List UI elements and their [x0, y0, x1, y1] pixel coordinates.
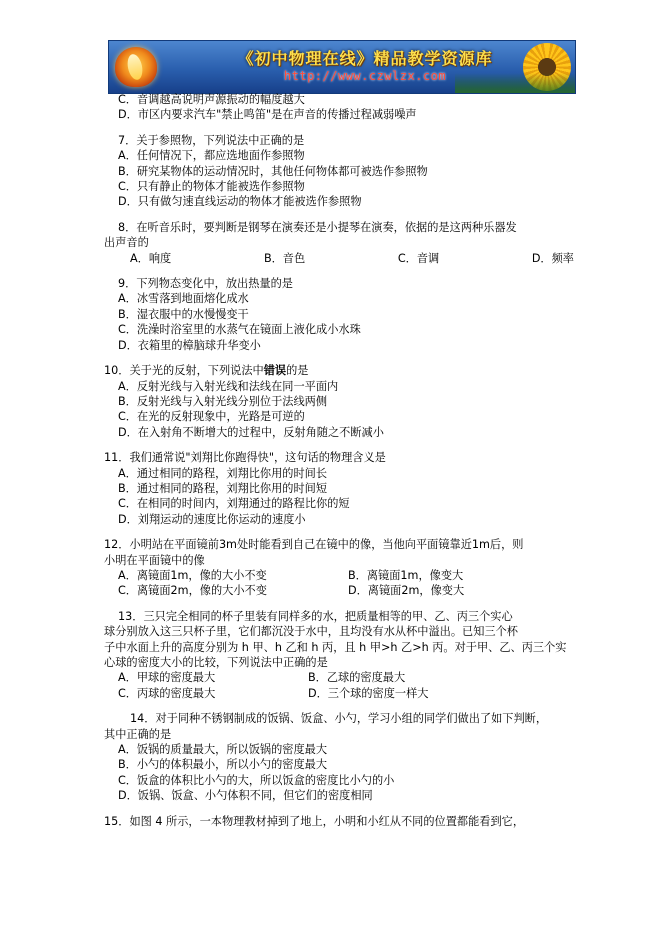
option-line: C．丙球的密度最大 [118, 686, 216, 700]
option-line: D．市区内要求汽车"禁止鸣笛"是在声音的传播过程减弱噪声 [118, 108, 417, 122]
question-stem [104, 814, 574, 829]
question-stem [104, 537, 574, 552]
question-number: 8． [118, 220, 137, 234]
option-line: B．小勺的体积最小，所以小勺的密度最大 [118, 758, 328, 772]
question-15 [104, 814, 574, 829]
question-number: 9． [118, 277, 137, 291]
banner-title: 《初中物理在线》精品教学资源库 [237, 49, 493, 68]
question-11 [104, 450, 574, 527]
option-line: C．饭盒的体积比小勺的大，所以饭盒的密度比小勺的小 [118, 773, 395, 787]
option-line: D．刘翔运动的速度比你运动的速度小 [118, 512, 306, 526]
question-stem-cont: 其中正确的是 [104, 727, 172, 741]
question-number: 7． [118, 133, 137, 147]
question-text: 在听音乐时，要判断是钢琴在演奏还是小提琴在演奏，依据的是这两种乐器发 [136, 220, 517, 234]
question-stem-cont: 出声音的 [104, 236, 149, 250]
question-stem [104, 276, 574, 291]
question-stem [104, 711, 574, 726]
option-line: D．衣箱里的樟脑球升华变小 [118, 338, 261, 352]
question-9 [104, 276, 574, 353]
option-line: B．音色 [263, 251, 306, 265]
option-line: A．甲球的密度最大 [118, 671, 216, 685]
question-emphasis: 错误 [263, 364, 287, 378]
site-banner [108, 40, 576, 94]
option-line: D．只有做匀速直线运动的物体才能被选作参照物 [118, 195, 362, 209]
question-stem-cont: 心球的密度大小的比较，下列说法中正确的是 [104, 656, 328, 669]
question-text: 三只完全相同的杯子里装有同样多的水，把质量相等的甲、乙、丙三个实心 [143, 609, 513, 623]
option-row [104, 251, 574, 266]
question-text: 小明站在平面镜前3m处时能看到自己在镜中的像，当他向平面镜靠近1m后，则 [129, 538, 524, 552]
option-line: A．任何情况下，都应选地面作参照物 [118, 149, 305, 163]
option-line: D．三个球的密度一样大 [308, 686, 429, 700]
question-stem [104, 609, 574, 624]
option-line: A．冰雪落到地面熔化成水 [118, 292, 249, 306]
question-number: 15． [104, 814, 130, 828]
question-stem-cont: 球分别放入这三只杯子里，它们都沉没于水中，且均没有水从杯中溢出。已知三个杯 [104, 625, 518, 639]
option-line: C．在光的反射现象中，光路是可逆的 [118, 410, 305, 424]
question-7 [104, 133, 574, 210]
question-text: 下列物态变化中，放出热量的是 [136, 277, 293, 291]
option-line: B．通过相同的路程，刘翔比你用的时间短 [118, 481, 328, 495]
option-line: D．频率 [531, 251, 574, 265]
option-line: D．在入射角不断增大的过程中，反射角随之不断减小 [118, 425, 384, 439]
option-line: B．反射光线与入射光线分别位于法线两侧 [118, 394, 328, 408]
question-fragment-top [104, 92, 574, 123]
option-line: D．离镜面2m，像变大 [348, 584, 465, 598]
question-stem [104, 450, 574, 465]
question-stem-cont: 子中水面上升的高度分别为 h 甲、h 乙和 h 丙，且 h 甲>h 乙>h 丙。对于甲、乙、丙三个实 [104, 640, 567, 654]
question-text: 我们通常说"刘翔比你跑得快"，这句话的物理含义是 [129, 451, 386, 465]
option-row [104, 670, 574, 685]
question-stem-cont: 小明在平面镜中的像 [104, 553, 205, 567]
question-8 [104, 220, 574, 266]
option-row [104, 568, 574, 583]
option-line: C．在相同的时间内，刘翔通过的路程比你的短 [118, 497, 350, 511]
question-12 [104, 537, 574, 599]
question-number: 13． [118, 609, 144, 623]
option-line: B．湿衣服中的水慢慢变干 [118, 307, 249, 321]
option-line: A．离镜面1m，像的大小不变 [118, 568, 267, 582]
question-text: 关于参照物，下列说法中正确的是 [136, 133, 305, 147]
option-line: C．洗澡时浴室里的水蒸气在镜面上液化成小水珠 [118, 323, 361, 337]
question-text-suffix: 的是 [286, 364, 309, 378]
question-text: 对于同种不锈钢制成的饭锅、饭盒、小勺，学习小组的同学们做出了如下判断， [155, 712, 548, 726]
flame-logo-icon [115, 47, 157, 87]
option-line: B．乙球的密度最大 [308, 671, 406, 685]
question-14 [104, 711, 574, 803]
option-line: C．音调 [397, 251, 440, 265]
option-line: A．通过相同的路程，刘翔比你用的时间长 [118, 466, 328, 480]
option-line: A．饭锅的质量最大，所以饭锅的密度最大 [118, 743, 328, 757]
option-row [104, 583, 574, 598]
question-number: 12． [104, 538, 130, 552]
question-stem [104, 133, 574, 148]
banner-url[interactable]: http://www.czwlzx.com [283, 69, 447, 83]
option-line: A．响度 [130, 251, 172, 265]
question-number: 10． [104, 364, 130, 378]
option-line: C．只有静止的物体才能被选作参照物 [118, 180, 305, 194]
question-10 [104, 363, 574, 440]
question-stem [104, 363, 574, 378]
option-line: A．反射光线与入射光线和法线在同一平面内 [118, 379, 339, 393]
question-13 [104, 609, 574, 701]
question-text: 如图 4 所示，一本物理教材掉到了地上，小明和小红从不同的位置都能看到它， [129, 814, 525, 828]
question-number: 14． [130, 712, 156, 726]
option-line: D．饭锅、饭盒、小勺体积不同，但它们的密度相同 [118, 789, 373, 803]
option-line: B．研究某物体的运动情况时，其他任何物体都可被选作参照物 [118, 164, 428, 178]
option-line: B．离镜面1m，像变大 [348, 568, 464, 582]
question-stem [104, 220, 574, 235]
option-row [104, 686, 574, 701]
option-line: C．音调越高说明声源振动的幅度越大 [118, 93, 305, 106]
option-line: C．离镜面2m，像的大小不变 [118, 584, 267, 598]
question-number: 11． [104, 451, 130, 465]
question-text: 关于光的反射，下列说法中 [129, 364, 264, 378]
exam-paper-body [104, 92, 574, 829]
